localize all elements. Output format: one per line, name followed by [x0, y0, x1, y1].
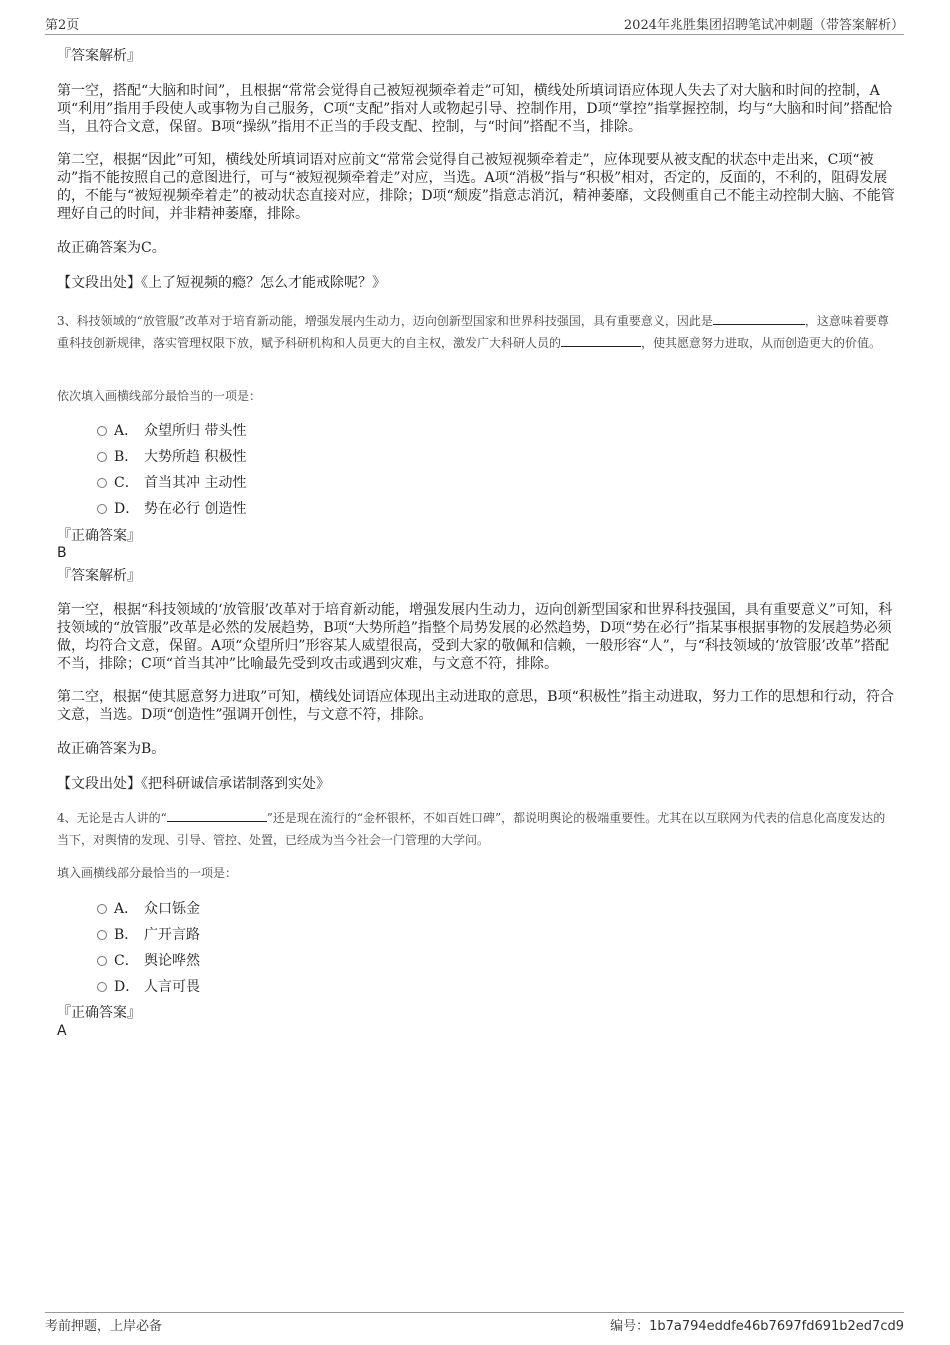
- q3-blank-1: [713, 313, 805, 325]
- q4-text-a: 4、无论是古人讲的“: [57, 811, 167, 825]
- q4-option-b[interactable]: [57, 922, 457, 948]
- option-text: 人言可畏: [144, 979, 200, 995]
- option-letter: B．: [114, 449, 139, 465]
- option-text: 广开言路: [144, 927, 200, 943]
- q2-analysis-label: 『答案解析』: [57, 48, 141, 64]
- q3-correct-label: 『正确答案』: [57, 528, 141, 544]
- q2-source: 【文段出处】《上了短视频的瘾？怎么才能戒除呢？》: [57, 275, 386, 291]
- option-letter: A．: [114, 423, 139, 439]
- q4-option-d[interactable]: [57, 974, 457, 1000]
- q3-blank-2: [561, 335, 641, 347]
- option-letter: D．: [114, 501, 140, 517]
- code-value: 1b7a794eddfe46b7697fd691b2ed7cd9: [649, 1319, 904, 1334]
- q4-question: [57, 807, 895, 851]
- page-footer: [45, 1312, 904, 1334]
- option-text: 首当其冲 主动性: [144, 475, 247, 491]
- radio-button[interactable]: [97, 452, 107, 462]
- q3-text-a: 3、科技领域的“放管服”改革对于培育新动能，增强发展内生动力，迈向创新型国家和世界科技强国，具有重要意义，因此是: [57, 314, 713, 328]
- q4-text-b: ”还是现在流行的“金杯银杯，不如百姓口碑”，都说明舆论的极端重要性。尤其在以互联网为代表的信息化高度发达的当下，对舆情的发现、引导、管控、处置，已经成为当今社会一门管理的大学问。: [57, 811, 886, 847]
- option-letter: C．: [114, 475, 139, 491]
- q3-text-c: ，使其愿意努力进取，从而创造更大的价值。: [641, 336, 882, 350]
- footer-slogan: 考前押题，上岸必备: [45, 1319, 163, 1334]
- page-number: 第2页: [45, 18, 80, 33]
- document-code: [610, 1315, 904, 1334]
- q3-text-b: ，这意味着要尊重科技创新规律，落实管理权限下放，赋予科研机构和人员更大的自主权，激发广大科研人员的: [57, 314, 889, 350]
- option-text: 势在必行 创造性: [144, 501, 247, 517]
- q3-conclusion: 故正确答案为B。: [57, 741, 166, 757]
- q4-option-a[interactable]: [57, 896, 457, 922]
- option-letter: D．: [114, 979, 140, 995]
- q3-option-c[interactable]: [57, 470, 457, 496]
- q3-option-d[interactable]: [57, 496, 457, 522]
- q4-options: [57, 896, 457, 1000]
- q4-instruction: 填入画横线部分最恰当的一项是：: [57, 866, 238, 880]
- code-label: 编号：: [610, 1319, 650, 1334]
- option-text: 大势所趋 积极性: [144, 449, 247, 465]
- page-header: [45, 14, 904, 35]
- q2-analysis-p1: 第一空，搭配“大脑和时间”，且根据“常常会觉得自己被短视频牵着走”可知，横线处所填词语应体现人失去了对大脑和时间的控制，A项“利用”指用手段使人或事物为自己服务，C项“支配”指对人或物起引导、控制作用，D项“掌控”指掌握控制，均与“大脑和时间”搭配恰当，且符合文意，保留。B项“操纵”指用不正当的手段支配、控制，与“时间”搭配不当，排除。: [57, 83, 893, 135]
- q3-analysis-p2: 第二空，根据“使其愿意努力进取”可知，横线处词语应体现出主动进取的意思，B项“积极性”指主动进取，努力工作的思想和行动，符合文意，当选。D项“创造性”强调开创性，与文意不符，排除。: [57, 689, 894, 723]
- q3-correct-answer: B: [57, 545, 67, 561]
- radio-button[interactable]: [97, 930, 107, 940]
- q3-analysis-label: 『答案解析』: [57, 568, 141, 584]
- q4-option-c[interactable]: [57, 948, 457, 974]
- q3-instruction: 依次填入画横线部分最恰当的一项是：: [57, 389, 262, 403]
- radio-button[interactable]: [97, 426, 107, 436]
- document-title: 2024年兆胜集团招聘笔试冲刺题（带答案解析）: [623, 18, 904, 33]
- q3-source: 【文段出处】《把科研诚信承诺制落到实处》: [57, 776, 330, 792]
- q3-option-a[interactable]: [57, 418, 457, 444]
- radio-button[interactable]: [97, 478, 107, 488]
- option-letter: A．: [114, 901, 139, 917]
- q3-analysis-p1: 第一空，根据“科技领域的‘放管服’改革对于培育新动能，增强发展内生动力，迈向创新型国家和世界科技强国，具有重要意义”可知，科技领域的“放管服”改革是必然的发展趋势，B项“大势所趋”指整个局势发展的必然趋势，D项“势在必行”指某事根据事物的发展趋势必须做，均符合文意，保留。A项“众望所归”形容某人威望很高，受到大家的敬佩和信赖，一般形容“人”，与“科技领域的‘放管服’改革”搭配不当，排除；C项“首当其冲”比喻最先受到攻击或遇到灾难，与文意不符，排除。: [57, 602, 893, 672]
- q4-correct-answer: A: [57, 1023, 67, 1039]
- q4-correct-label: 『正确答案』: [57, 1005, 141, 1021]
- q2-conclusion: 故正确答案为C。: [57, 240, 166, 256]
- option-text: 众望所归 带头性: [144, 423, 247, 439]
- radio-button[interactable]: [97, 504, 107, 514]
- option-text: 众口铄金: [144, 901, 200, 917]
- radio-button[interactable]: [97, 982, 107, 992]
- option-letter: C．: [114, 953, 139, 969]
- q3-options: [57, 418, 457, 522]
- option-text: 舆论哗然: [144, 953, 200, 969]
- radio-button[interactable]: [97, 904, 107, 914]
- q2-analysis-p2: 第二空，根据“因此”可知，横线处所填词语对应前文“常常会觉得自己被短视频牵着走”，应体现要从被支配的状态中走出来，C项“被动”指不能按照自己的意图进行，可与“被短视频牵着走”对应，当选。A项“消极”指与“积极”相对，否定的，反面的，不利的，阻碍发展的，不能与“被短视频牵着走”的被动状态直接对应，排除；D项“颓废”指意志消沉，精神萎靡，文段侧重自己不能主动控制大脑、不能管理好自己的时间，并非精神萎靡，排除。: [57, 152, 895, 222]
- q3-option-b[interactable]: [57, 444, 457, 470]
- radio-button[interactable]: [97, 956, 107, 966]
- q3-question: [57, 310, 895, 354]
- option-letter: B．: [114, 927, 139, 943]
- q4-blank: [167, 810, 267, 822]
